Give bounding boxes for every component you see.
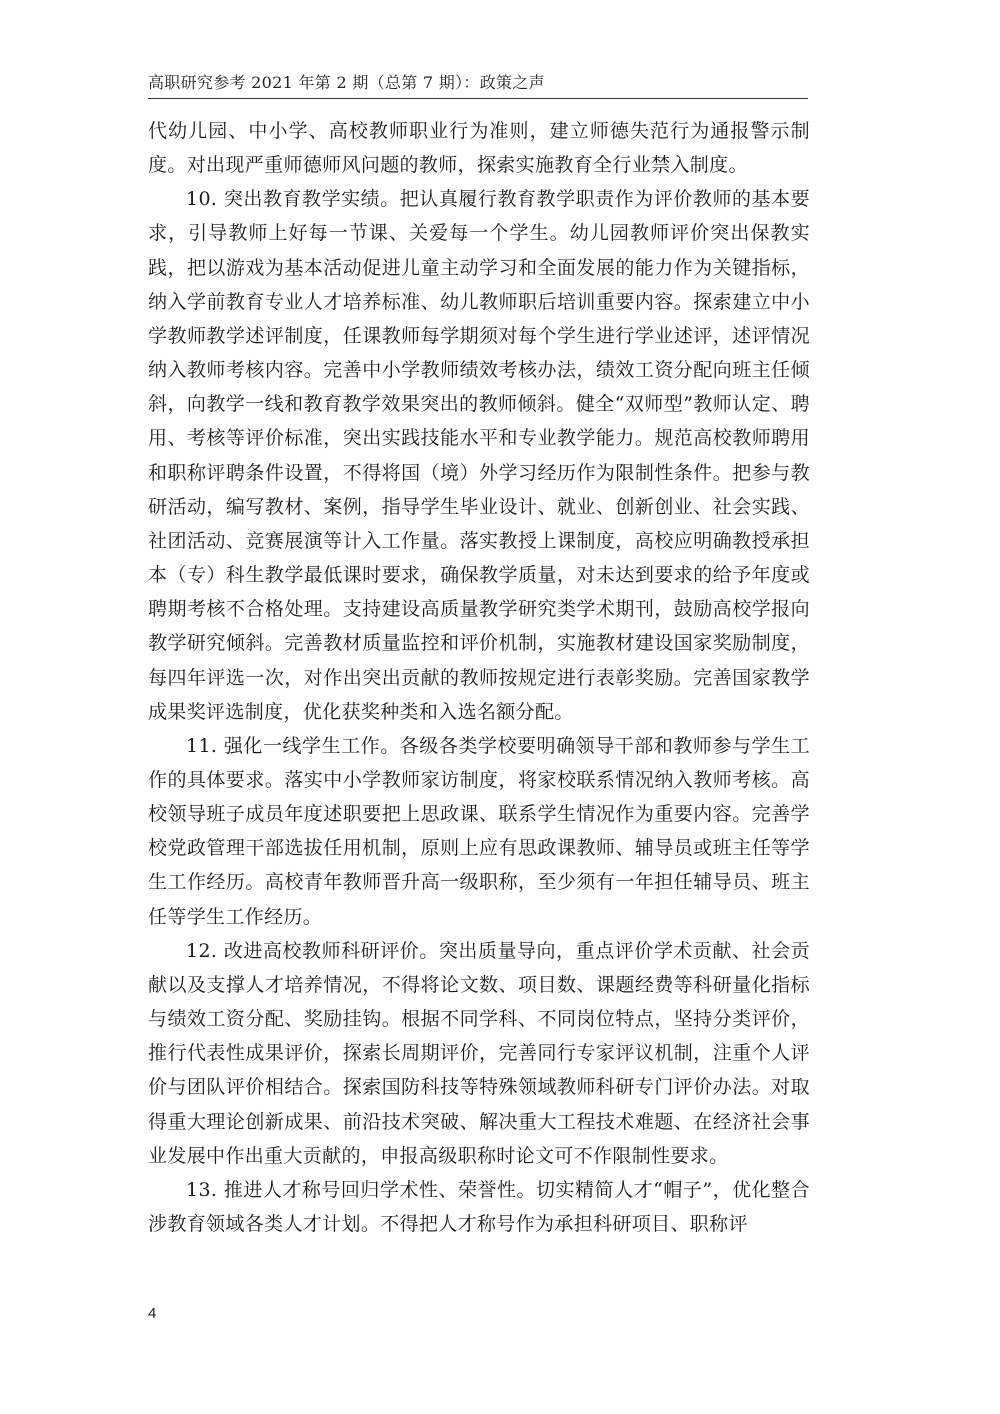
header-rule (148, 98, 808, 99)
body-text (148, 114, 810, 1241)
running-header: 高职研究参考 2021 年第 2 期（总第 7 期）：政策之声 (148, 73, 545, 92)
paragraph-continuation: 代幼儿园、中小学、高校教师职业行为准则，建立师德失范行为通报警示制度。对出现严重师德师风问题的教师，探索实施教育全行业禁入制度。 (148, 120, 810, 177)
paragraph-item-11: 11. 强化一线学生工作。各级各类学校要明确领导干部和教师参与学生工作的具体要求。落实中小学教师家访制度，将家校联系情况纳入教师考核。高校领导班子成员年度述职要把上思政课、联系学生情况作为重要内容。完善学校党政管理干部选拔任用机制，原则上应有思政课教师、辅导员或班主任等学生工作经历。高校青年教师晋升高一级职称，至少须有一年担任辅导员、班主任等学生工作经历。 (148, 734, 810, 928)
page-number: 4 (148, 1305, 157, 1322)
paragraph-item-12: 12. 改进高校教师科研评价。突出质量导向，重点评价学术贡献、社会贡献以及支撑人才培养情况，不得将论文数、项目数、课题经费等科研量化指标与绩效工资分配、奖励挂钩。根据不同学科、不同岗位特点，坚持分类评价，推行代表性成果评价，探索长周期评价，完善同行专家评议机制，注重个人评价与团队评价相结合。探索国防科技等特殊领域教师科研专门评价办法。对取得重大理论创新成果、前沿技术突破、解决重大工程技术难题、在经济社会事业发展中作出重大贡献的，申报高级职称时论文可不作限制性要求。 (148, 939, 810, 1167)
paragraph-item-13: 13. 推进人才称号回归学术性、荣誉性。切实精简人才“帽子”，优化整合涉教育领域各类人才计划。不得把人才称号作为承担科研项目、职称评 (148, 1178, 810, 1235)
paragraph-item-10: 10. 突出教育教学实绩。把认真履行教育教学职责作为评价教师的基本要求，引导教师上好每一节课、关爱每一个学生。幼儿园教师评价突出保教实践，把以游戏为基本活动促进儿童主动学习和全面发展的能力作为关键指标，纳入学前教育专业人才培养标准、幼儿教师职后培训重要内容。探索建立中小学教师教学述评制度，任课教师每学期须对每个学生进行学业述评，述评情况纳入教师考核内容。完善中小学教师绩效考核办法，绩效工资分配向班主任倾斜，向教学一线和教育教学效果突出的教师倾斜。健全“双师型”教师认定、聘用、考核等评价标准，突出实践技能水平和专业教学能力。规范高校教师聘用和职称评聘条件设置，不得将国（境）外学习经历作为限制性条件。把参与教研活动，编写教材、案例，指导学生毕业设计、就业、创新创业、社会实践、社团活动、竞赛展演等计入工作量。落实教授上课制度，高校应明确教授承担本（专）科生教学最低课时要求，确保教学质量，对未达到要求的给予年度或聘期考核不合格处理。支持建设高质量教学研究类学术期刊，鼓励高校学报向教学研究倾斜。完善教材质量监控和评价机制，实施教材建设国家奖励制度，每四年评选一次，对作出突出贡献的教师按规定进行表彰奖励。完善国家教学成果奖评选制度，优化获奖种类和入选名额分配。 (148, 188, 810, 723)
